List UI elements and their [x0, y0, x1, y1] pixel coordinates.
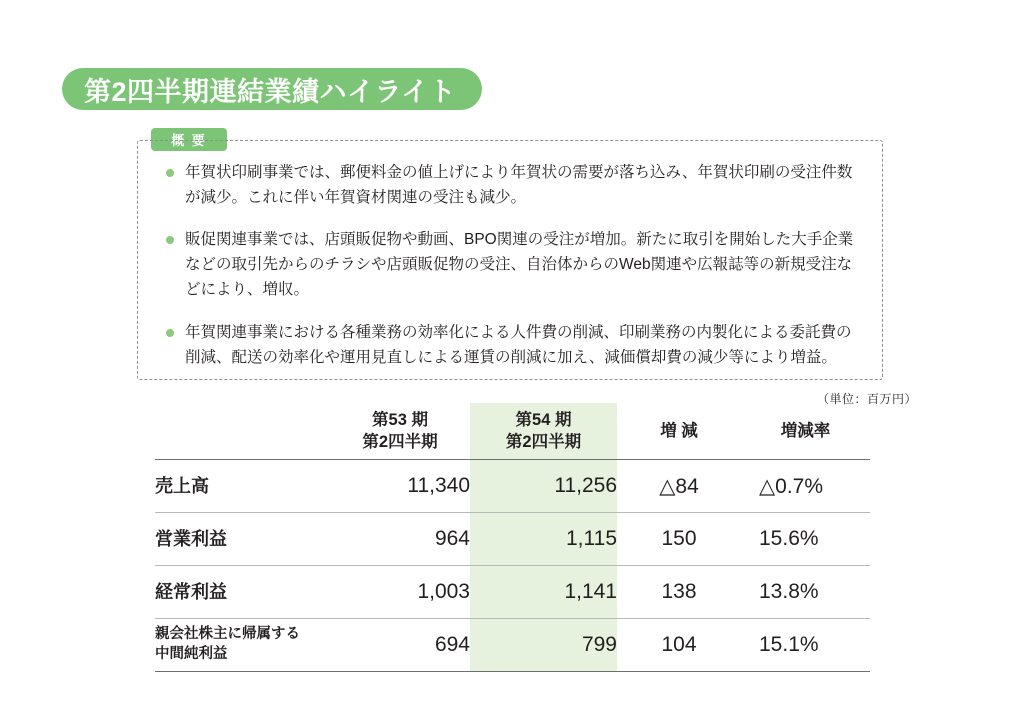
list-item-text: 年賀状印刷事業では、郵便料金の値上げにより年賀状の需要が落ち込み、年賀状印刷の受注件数が減少。これに伴い年賀資材関連の受注も減少。 [185, 164, 853, 207]
bullet-dot-icon [166, 329, 174, 337]
list-item-text: 年賀関連事業における各種業務の効率化による人件費の削減、印刷業務の内製化による委託費の削減、配送の効率化や運用見直しによる運賃の削減に加え、減価償却費の減少等により増益。 [185, 323, 852, 366]
financial-table-wrapper [155, 403, 870, 672]
cell-prev-period: 11,340 [330, 460, 470, 513]
row-label: 営業利益 [155, 513, 330, 566]
column-header-change-rate: 増減率 [741, 403, 870, 460]
table-header-row [155, 403, 870, 460]
cell-change: 138 [617, 566, 741, 619]
cell-prev-period: 964 [330, 513, 470, 566]
cell-change: 104 [617, 619, 741, 672]
list-item [163, 320, 863, 370]
cell-prev-period: 1,003 [330, 566, 470, 619]
cell-change: 150 [617, 513, 741, 566]
summary-bullet-list [163, 160, 863, 370]
cell-current-period: 11,256 [470, 460, 617, 513]
row-label: 売上高 [155, 460, 330, 513]
unit-note: （単位：百万円） [816, 392, 917, 406]
list-item-text: 販促関連事業では、店頭販促物や動画、BPO関連の受注が増加。新たに取引を開始した大手企業などの取引先からのチラシや店頭販促物の受注、自治体からのWeb関連や広報誌等の新規受注などにより、増収。 [185, 231, 854, 299]
column-header-current-line1: 第54 期 [515, 410, 572, 429]
cell-change: △84 [617, 460, 741, 513]
cell-change-rate: 15.6% [741, 513, 870, 566]
cell-change-rate: △0.7% [741, 460, 870, 513]
row-label [155, 619, 330, 672]
column-header-prev-period [330, 403, 470, 460]
table-row [155, 619, 870, 672]
list-item [163, 227, 863, 302]
table-row [155, 566, 870, 619]
summary-section-label: 概 要 [151, 128, 227, 151]
cell-current-period: 1,115 [470, 513, 617, 566]
page-title: 第2四半期連結業績ハイライト [62, 68, 482, 110]
cell-change-rate: 15.1% [741, 619, 870, 672]
list-item [163, 160, 863, 210]
column-header-blank [155, 403, 330, 460]
column-header-current-line2: 第2四半期 [505, 433, 582, 451]
cell-change-rate: 13.8% [741, 566, 870, 619]
table-row [155, 513, 870, 566]
bullet-dot-icon [166, 169, 174, 177]
cell-prev-period: 694 [330, 619, 470, 672]
row-label-line1: 親会社株主に帰属する [155, 626, 300, 643]
column-header-prev-line2: 第2四半期 [362, 433, 438, 451]
column-header-change: 増 減 [617, 403, 741, 460]
cell-current-period: 1,141 [470, 566, 617, 619]
column-header-prev-line1: 第53 期 [372, 410, 428, 429]
bullet-dot-icon [166, 236, 174, 244]
cell-current-period: 799 [470, 619, 617, 672]
row-label-line2: 中間純利益 [155, 646, 228, 662]
table-row [155, 460, 870, 513]
row-label: 経常利益 [155, 566, 330, 619]
financial-table [155, 403, 870, 672]
column-header-current-period [470, 403, 617, 460]
